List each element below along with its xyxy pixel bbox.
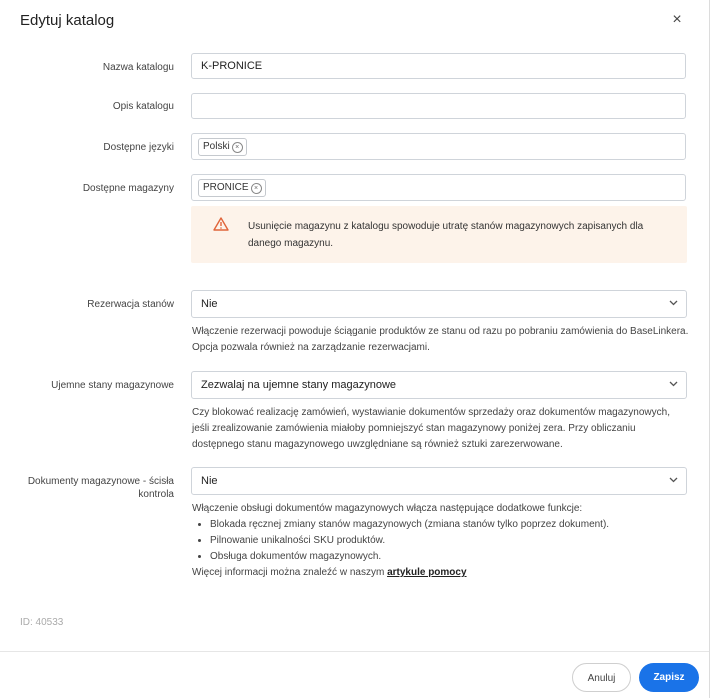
- documents-help-more-text: Więcej informacji można znaleźć w naszym: [192, 567, 385, 578]
- chevron-down-icon: [669, 300, 678, 306]
- catalog-name-input[interactable]: K-PRONICE: [191, 53, 686, 79]
- documents-label: Dokumenty magazynowe - ścisła kontrola: [27, 476, 174, 500]
- warehouses-multiselect[interactable]: [191, 174, 686, 201]
- close-button[interactable]: ×: [672, 11, 682, 28]
- negative-stock-select[interactable]: [191, 371, 687, 399]
- chevron-down-icon: [669, 381, 678, 387]
- negative-stock-select-value: Zezwalaj na ujemne stany magazynowe: [201, 379, 397, 391]
- negative-stock-label: Ujemne stany magazynowe: [51, 380, 174, 391]
- help-article-link[interactable]: artykule pomocy: [387, 567, 467, 578]
- documents-select-value: Nie: [201, 475, 218, 487]
- remove-tag-icon[interactable]: ×: [232, 142, 243, 153]
- catalog-description-label: Opis katalogu: [112, 101, 174, 112]
- reservation-select[interactable]: [191, 290, 687, 318]
- list-item: • Blokada ręcznej zmiany stanów magazynowych (zmiana stanów tylko poprzez dokument).: [210, 517, 692, 533]
- list-item: • Pilnowanie unikalności SKU produktów.: [210, 533, 692, 549]
- catalog-id: ID: 40533: [20, 617, 64, 628]
- language-tag: [198, 138, 247, 156]
- warehouses-label: Dostępne magazyny: [82, 183, 174, 194]
- languages-multiselect[interactable]: [191, 133, 686, 160]
- documents-help-more: [192, 565, 692, 581]
- warning-alert-text: Usunięcie magazynu z katalogu spowoduje utratę stanów magazynowych zapisanych dla danego magazynu.: [248, 221, 644, 249]
- reservation-select-value: Nie: [201, 298, 218, 310]
- cancel-button[interactable]: Anuluj: [572, 663, 631, 692]
- reservation-help: Włączenie rezerwacji powoduje ściąganie produktów ze stanu od razu po pobraniu zamówienia do BaseLinkera. Opcja pozwala również na zarządzanie rezerwacjami.: [192, 326, 689, 353]
- documents-help: [192, 501, 692, 581]
- reservation-label: Rezerwacja stanów: [87, 299, 174, 310]
- remove-tag-icon[interactable]: ×: [251, 183, 262, 194]
- warehouse-tag-label: PRONICE: [203, 182, 249, 193]
- warning-alert: [191, 206, 687, 263]
- languages-label: Dostępne języki: [103, 142, 174, 153]
- language-tag-label: Polski: [203, 141, 230, 152]
- chevron-down-icon: [669, 477, 678, 483]
- save-button[interactable]: Zapisz: [639, 663, 699, 692]
- documents-select[interactable]: [191, 467, 687, 495]
- catalog-name-label: Nazwa katalogu: [102, 62, 174, 73]
- catalog-description-input[interactable]: [191, 93, 686, 119]
- warehouse-tag: [198, 179, 266, 197]
- negative-stock-help: Czy blokować realizację zamówień, wystawianie dokumentów sprzedaży oraz dokumentów magazynowych, jeśli zrealizowanie zamówienia miałoby pomniejszyć stan magazynowy poniżej zera. Przy obliczaniu dostępnego stanu magazynowego uwzględniane są również sztuki zarezerwowane.: [192, 407, 670, 450]
- list-item: • Obsługa dokumentów magazynowych.: [210, 549, 692, 565]
- documents-help-intro: Włączenie obsługi dokumentów magazynowych włącza następujące dodatkowe funkcje:: [192, 503, 583, 514]
- warning-triangle-icon: [213, 217, 229, 231]
- documents-help-list: [192, 517, 692, 565]
- modal-title: Edytuj katalog: [20, 12, 115, 29]
- footer-divider: [0, 651, 709, 652]
